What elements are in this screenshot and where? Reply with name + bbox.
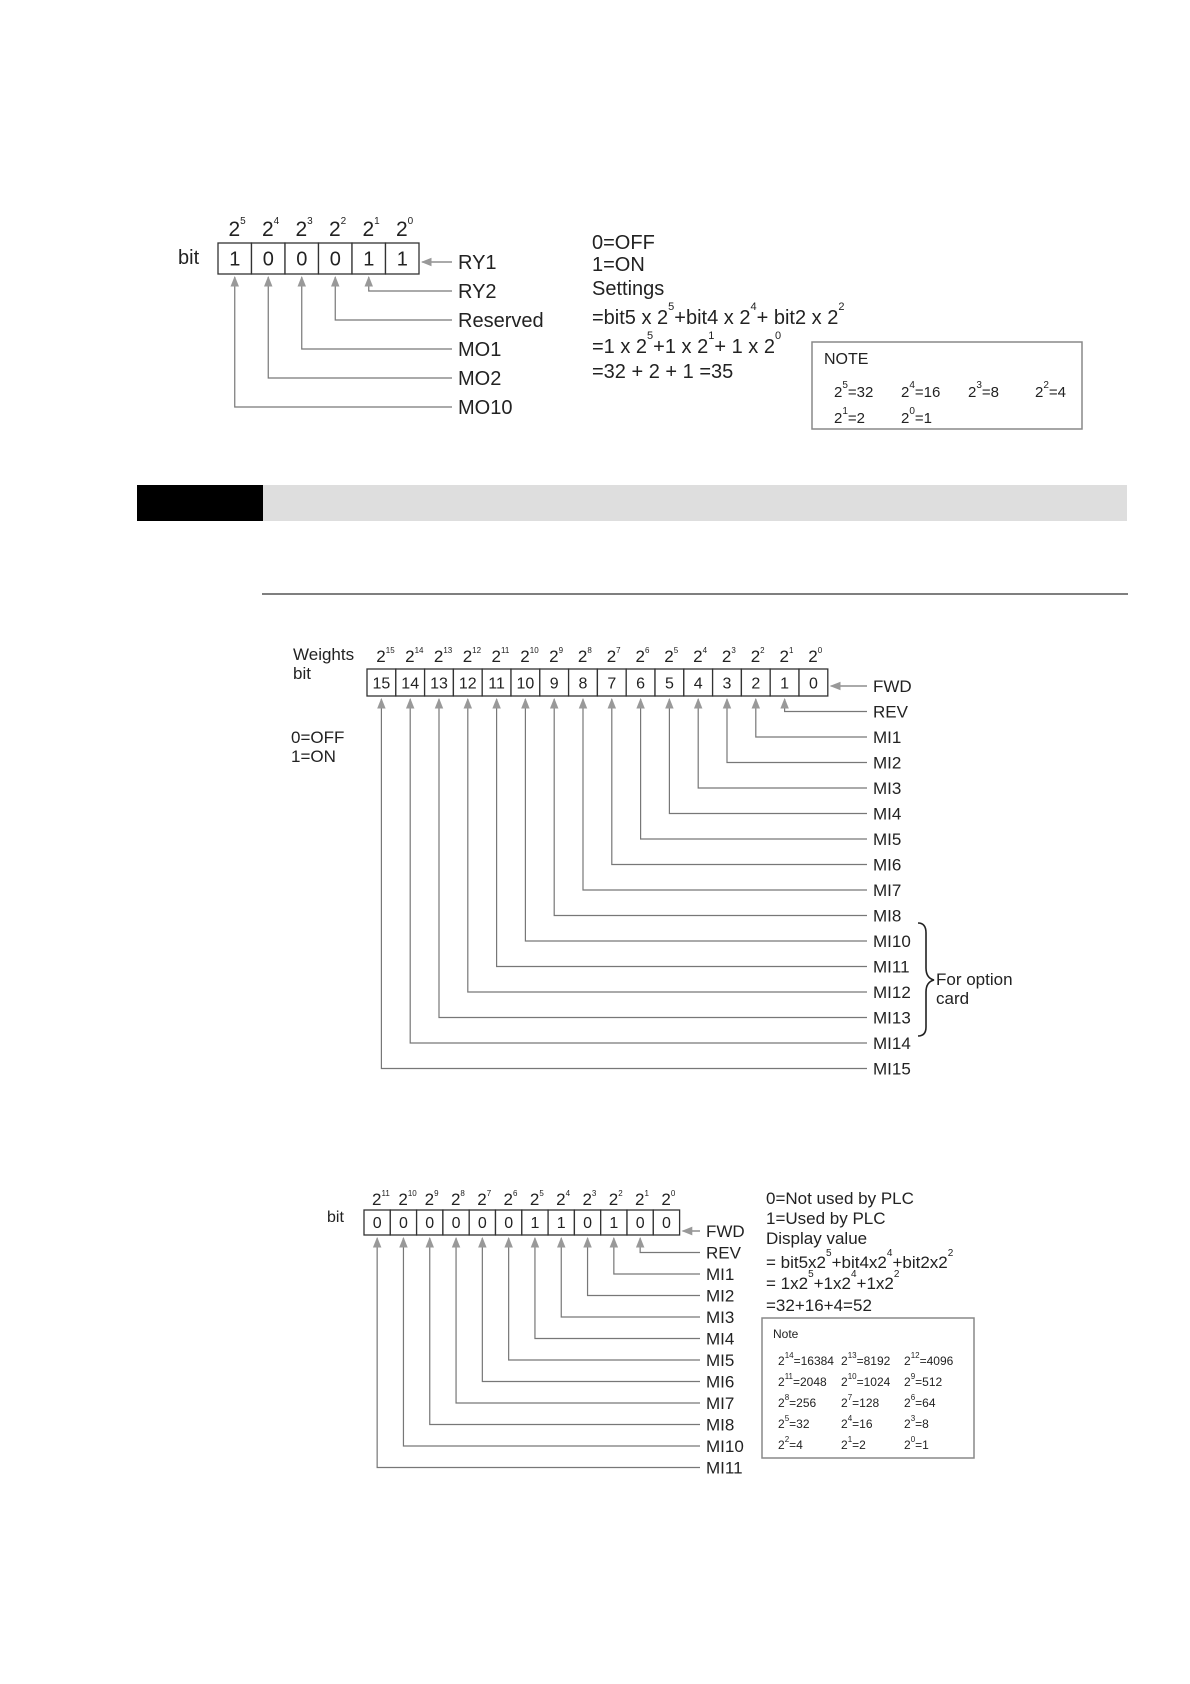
d3-weights — [372, 1189, 676, 1209]
d2-weight-2-pow-13: $2^{13}$ — [433, 646, 453, 666]
d3-bit-value: 1 — [609, 1215, 619, 1232]
d2-bit-boxes — [367, 669, 828, 696]
d1-weight-2-pow-1: $2^1$ — [362, 216, 380, 241]
d2-weight-2-pow-4: $2^4$ — [693, 646, 708, 666]
d3-bit-value: 0 — [583, 1215, 593, 1232]
d2-bit-value: 12 — [458, 675, 477, 693]
d2-arrow — [785, 699, 867, 712]
d3-formula-line-2: = $1x2^5+1x2^4+1x2^2$ — [766, 1269, 900, 1293]
d3-note-entry: $2^9=512$ — [904, 1372, 943, 1389]
d3-label-mi4: MI4 — [706, 1329, 735, 1349]
d1-note-entry: $2^1=2$ — [834, 406, 866, 427]
d2-option-note-1: For option — [936, 970, 1013, 989]
d1-arrow — [369, 277, 452, 291]
d3-arrow — [430, 1238, 700, 1425]
d2-weight-2-pow-2: $2^2$ — [750, 646, 765, 666]
d2-arrow — [727, 699, 867, 763]
d2-legend-off: 0=OFF — [291, 728, 345, 747]
d3-label-mi10: MI10 — [706, 1436, 744, 1456]
d1-arrow — [302, 277, 452, 349]
d1-arrow — [268, 277, 452, 378]
d2-bit-value: 0 — [808, 675, 818, 693]
d1-bit-label: bit — [178, 247, 200, 269]
d3-label-mi7: MI7 — [706, 1393, 735, 1413]
d1-weight-2-pow-2: $2^2$ — [328, 216, 347, 241]
d1-note-entry: $2^2=4$ — [1035, 380, 1067, 401]
d2-label-mi4: MI4 — [873, 804, 902, 824]
d2-label-mi13: MI13 — [873, 1008, 911, 1028]
d2-bit-label: bit — [293, 664, 311, 683]
d3-bit-value: 0 — [425, 1215, 435, 1232]
d2-bit-value: 10 — [516, 675, 535, 693]
d3-weight-2-pow-1: $2^1$ — [635, 1189, 649, 1209]
d3-weight-2-pow-2: $2^2$ — [608, 1189, 623, 1209]
d2-weight-2-pow-14: $2^{14}$ — [405, 646, 424, 666]
d3-bit-value: 0 — [477, 1215, 487, 1232]
d3-legend-display: Display value — [766, 1229, 868, 1248]
d3-note-entry: $2^1=2$ — [841, 1435, 866, 1452]
d3-label-mi6: MI6 — [706, 1372, 735, 1392]
d2-arrow — [669, 699, 867, 814]
d1-bit-value: 0 — [296, 248, 308, 271]
d1-note-entry: $2^0=1$ — [901, 406, 933, 427]
section-header-bar — [137, 485, 1127, 521]
d2-arrow — [381, 699, 867, 1069]
d3-arrow — [640, 1238, 700, 1253]
d2-weight-2-pow-0: $2^0$ — [808, 646, 823, 666]
d2-label-mi1: MI1 — [873, 727, 902, 747]
d2-weight-2-pow-10: $2^{10}$ — [520, 646, 539, 666]
d2-option-brace — [918, 923, 934, 1036]
d2-arrow — [439, 699, 867, 1018]
d2-weight-2-pow-12: $2^{12}$ — [462, 646, 482, 666]
d2-legend-on: 1=ON — [291, 747, 336, 766]
d2-bit-value: 5 — [664, 675, 674, 693]
d3-arrow — [588, 1238, 700, 1296]
d2-arrow — [554, 699, 867, 916]
d2-label-mi10: MI10 — [873, 931, 911, 951]
d1-label-ry1: RY1 — [458, 252, 497, 274]
d1-label-reserved: Reserved — [458, 310, 544, 332]
d1-arrow — [335, 277, 452, 320]
d3-arrow — [377, 1238, 700, 1468]
d3-bit-value: 0 — [398, 1215, 408, 1232]
d2-label-mi6: MI6 — [873, 855, 902, 875]
d1-note-entry: $2^4=16$ — [901, 380, 941, 401]
diagram-3 — [327, 1189, 974, 1477]
d1-weight-2-pow-3: $2^3$ — [295, 216, 313, 241]
d3-bit-value: 0 — [451, 1215, 461, 1232]
d1-formula-line-2: =1 x $2^5+1$ x $2^1+ 1$ x $2^0$ — [592, 330, 782, 358]
d3-arrow — [456, 1238, 700, 1403]
d3-weight-2-pow-7: $2^7$ — [477, 1189, 492, 1209]
d3-bit-value: 1 — [530, 1215, 540, 1232]
d3-note-entry: $2^2=4$ — [778, 1435, 803, 1452]
d1-weight-2-pow-4: $2^4$ — [261, 216, 280, 241]
d2-weight-2-pow-15: $2^{15}$ — [376, 646, 395, 666]
d3-note-entry: $2^{10}=1024$ — [841, 1372, 891, 1389]
d1-bit-value: 1 — [363, 248, 375, 271]
d3-weight-2-pow-10: $2^{10}$ — [398, 1189, 417, 1209]
d2-label-mi15: MI15 — [873, 1059, 911, 1079]
d3-note-entry: $2^5=32$ — [778, 1414, 810, 1431]
d2-label-mi5: MI5 — [873, 829, 902, 849]
d2-arrow — [756, 699, 867, 737]
d3-bit-boxes — [364, 1210, 680, 1235]
d2-input-lines — [381, 677, 911, 1078]
d2-weight-2-pow-8: $2^8$ — [577, 646, 592, 666]
d3-bit-value: 1 — [556, 1215, 566, 1232]
d1-note-entry: $2^3=8$ — [968, 380, 1000, 401]
d3-note-entry: $2^7=128$ — [841, 1393, 880, 1410]
d2-label-mi7: MI7 — [873, 880, 902, 900]
d1-bit-value: 1 — [396, 248, 408, 271]
d3-arrow — [614, 1238, 700, 1274]
d3-weight-2-pow-0: $2^0$ — [661, 1189, 676, 1209]
d2-weights — [376, 646, 822, 666]
d2-weight-2-pow-7: $2^7$ — [606, 646, 621, 666]
d2-arrow — [612, 699, 867, 865]
d3-note-entry: $2^{12}=4096$ — [904, 1351, 954, 1368]
d3-weight-2-pow-11: $2^{11}$ — [372, 1189, 390, 1209]
d1-label-ry2: RY2 — [458, 281, 497, 303]
d2-bit-value: 6 — [636, 675, 646, 693]
d3-bit-label: bit — [327, 1209, 344, 1226]
d1-formula-line-1: =bit5 x $2^5+bit4$ x $2^4+ bit2$ x $2^2$ — [592, 301, 845, 329]
d1-arrow — [235, 277, 452, 407]
d3-weight-2-pow-8: $2^8$ — [450, 1189, 465, 1209]
d2-bit-value: 7 — [607, 675, 617, 693]
d3-input-lines — [377, 1222, 745, 1478]
d2-arrow — [641, 699, 867, 839]
d1-bit-value: 0 — [262, 248, 274, 271]
d3-formula-line-1: = $bit5x2^5+bit4x2^4+bit2x2^2$ — [766, 1248, 954, 1272]
d3-label-mi1: MI1 — [706, 1264, 735, 1284]
d3-bit-value: 0 — [372, 1215, 382, 1232]
d3-weight-2-pow-3: $2^3$ — [582, 1189, 597, 1209]
d2-weight-2-pow-11: $2^{11}$ — [491, 646, 510, 666]
d1-note-title: NOTE — [824, 351, 869, 368]
d3-label-fwd: FWD — [706, 1221, 745, 1241]
d3-weight-2-pow-5: $2^5$ — [529, 1189, 544, 1209]
d1-weights — [228, 216, 413, 241]
d3-arrow — [509, 1238, 700, 1360]
d2-bit-value: 8 — [578, 675, 588, 693]
d3-label-mi8: MI8 — [706, 1415, 735, 1435]
d1-legend-on: 1=ON — [592, 254, 645, 276]
d3-note-entry: $2^0=1$ — [904, 1435, 929, 1452]
d2-label-fwd: FWD — [873, 676, 912, 696]
d3-label-mi2: MI2 — [706, 1286, 735, 1306]
d2-label-mi8: MI8 — [873, 906, 902, 926]
d3-note-entry: $2^3=8$ — [904, 1414, 929, 1431]
d1-legend-off: 0=OFF — [592, 232, 655, 254]
d2-bit-value: 4 — [693, 675, 703, 693]
d2-arrow — [468, 699, 867, 992]
section-title-bar — [263, 485, 1127, 521]
d3-arrow — [403, 1238, 700, 1446]
d1-weight-2-pow-0: $2^0$ — [395, 216, 414, 241]
d3-weight-2-pow-6: $2^6$ — [503, 1189, 518, 1209]
d2-weights-label: Weights — [293, 645, 355, 664]
d2-label-mi12: MI12 — [873, 982, 911, 1002]
d1-label-mo1: MO1 — [458, 339, 502, 361]
diagram-2 — [291, 645, 1013, 1078]
d3-note-entry: $2^{13}=8192$ — [841, 1351, 891, 1368]
d3-note-entry: $2^4=16$ — [841, 1414, 873, 1431]
d1-label-mo10: MO10 — [458, 397, 513, 419]
d3-note-title: Note — [773, 1327, 799, 1341]
d2-weight-2-pow-5: $2^5$ — [664, 646, 679, 666]
section-tab-black — [137, 485, 263, 521]
d3-bit-value: 0 — [504, 1215, 514, 1232]
d3-note-entry: $2^8=256$ — [778, 1393, 817, 1410]
d2-bit-value: 2 — [751, 675, 761, 693]
d2-bit-value: 14 — [401, 675, 420, 693]
d1-bit-boxes — [218, 243, 419, 274]
d2-bit-value: 13 — [430, 675, 448, 693]
d2-label-mi2: MI2 — [873, 753, 902, 773]
d3-legend-not-used: 0=Not used by PLC — [766, 1189, 914, 1208]
d3-label-mi11: MI11 — [706, 1458, 743, 1478]
d3-arrow — [561, 1238, 700, 1317]
d1-output-lines — [235, 252, 544, 419]
d1-label-mo2: MO2 — [458, 368, 502, 390]
d2-label-rev: REV — [873, 702, 908, 722]
d3-bit-value: 0 — [635, 1215, 645, 1232]
d2-option-note-2: card — [936, 989, 970, 1008]
d2-arrow — [525, 699, 867, 941]
d2-weight-2-pow-9: $2^9$ — [549, 646, 564, 666]
d2-bit-value: 3 — [722, 675, 732, 693]
d3-bit-value: 0 — [661, 1215, 671, 1232]
d1-legend-settings: Settings — [592, 278, 665, 300]
d2-bit-value: 1 — [780, 675, 790, 693]
d3-weight-2-pow-9: $2^9$ — [424, 1189, 439, 1209]
d3-label-mi5: MI5 — [706, 1350, 735, 1370]
d3-label-rev: REV — [706, 1243, 741, 1263]
d2-weight-2-pow-3: $2^3$ — [721, 646, 736, 666]
d1-bit-value: 0 — [329, 248, 341, 271]
d1-weight-2-pow-5: $2^5$ — [228, 216, 246, 241]
d2-label-mi11: MI11 — [873, 957, 910, 977]
d3-note-entry: $2^6=64$ — [904, 1393, 936, 1410]
d2-bit-value: 11 — [488, 675, 505, 693]
d2-weight-2-pow-1: $2^1$ — [779, 646, 794, 666]
d3-note-entry: $2^{11}=2048$ — [778, 1372, 827, 1389]
d3-formula-result: =32+16+4=52 — [766, 1296, 872, 1315]
d2-bit-value: 9 — [549, 675, 559, 693]
d2-label-mi3: MI3 — [873, 778, 902, 798]
d1-formula-result: =32 + 2 + 1 =35 — [592, 361, 734, 383]
d1-bit-value: 1 — [229, 248, 241, 271]
d2-arrow — [698, 699, 867, 788]
d2-arrow — [497, 699, 867, 967]
d3-note-entry: $2^{14}=16384$ — [778, 1351, 834, 1368]
d3-legend-used: 1=Used by PLC — [766, 1209, 886, 1228]
d3-label-mi3: MI3 — [706, 1307, 735, 1327]
d2-weight-2-pow-6: $2^6$ — [635, 646, 650, 666]
diagram-1 — [178, 216, 1082, 429]
d1-note-entry: $2^5=32$ — [834, 380, 874, 401]
d2-label-mi14: MI14 — [873, 1033, 911, 1053]
d2-arrow — [583, 699, 867, 890]
d2-bit-value: 15 — [372, 675, 391, 693]
d3-weight-2-pow-4: $2^4$ — [556, 1189, 571, 1209]
